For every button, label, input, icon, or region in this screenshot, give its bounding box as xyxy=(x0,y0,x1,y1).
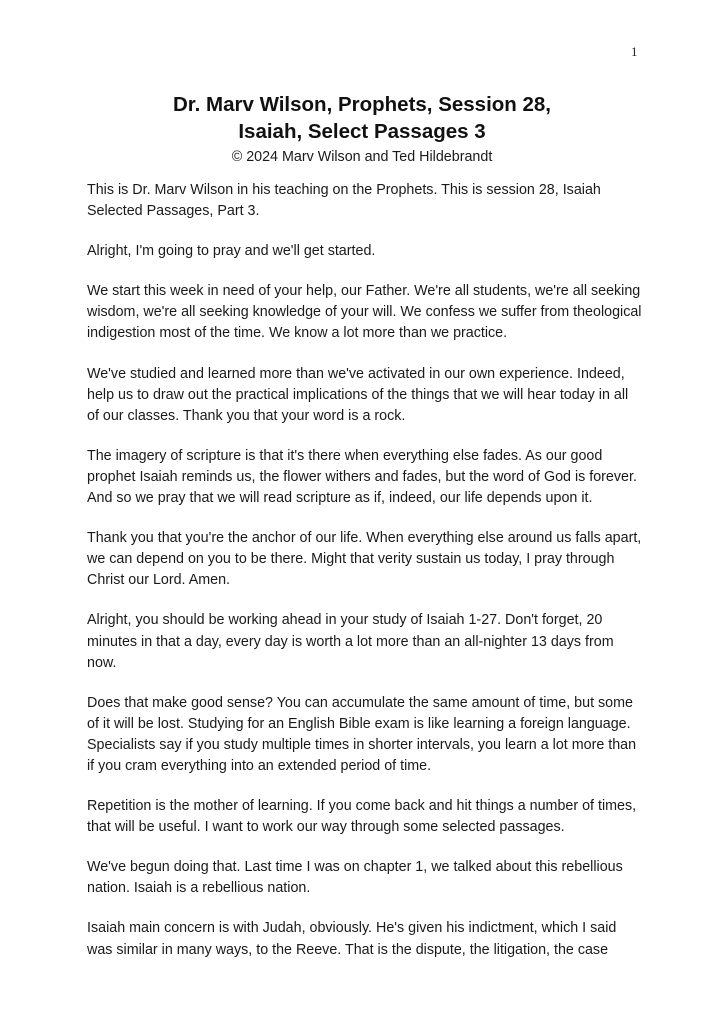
document-title-line-2: Isaiah, Select Passages 3 xyxy=(238,120,486,143)
page-number: 1 xyxy=(631,44,638,59)
paragraph: We've begun doing that. Last time I was on chapter 1, we talked about this rebellious nation. Isaiah is a rebellious nation. xyxy=(87,859,623,897)
transcript-body xyxy=(87,180,643,980)
paragraph: Does that make good sense? You can accumulate the same amount of time, but some of it will be lost. Studying for an English Bible exam is like learning a foreign language. Specialists say if you study multiple times in shorter intervals, you learn a lot more than if you cram everything into an extended period of time. xyxy=(87,694,637,774)
document-title-line-1: Dr. Marv Wilson, Prophets, Session 28, xyxy=(172,93,552,116)
paragraph: Thank you that you're the anchor of our life. When everything else around us falls apart, we can depend on you to be there. Might that verity sustain us today, I pray through Christ our Lord. Amen. xyxy=(87,530,642,589)
paragraph: Alright, you should be working ahead in your study of Isaiah 1-27. Don't forget, 20 minutes in that a day, every day is worth a lot more than an all-nighter 13 days from now. xyxy=(87,612,614,671)
copyright-notice: © 2024 Marv Wilson and Ted Hildebrandt xyxy=(231,149,493,165)
paragraph: We've studied and learned more than we've activated in our own experience. Indeed, help us to draw out the practical implications of the things that we will hear today in all of our classes. Thank you that your word is a rock. xyxy=(87,365,629,424)
paragraph: We start this week in need of your help, our Father. We're all students, we're all seeking wisdom, we're all seeking knowledge of your will. We confess we suffer from theological indigestion most of the time. We know a lot more than we practice. xyxy=(87,283,642,342)
paragraph: Alright, I'm going to pray and we'll get started. xyxy=(87,243,376,260)
paragraph: This is Dr. Marv Wilson in his teaching on the Prophets. This is session 28, Isaiah Selected Passages, Part 3. xyxy=(87,182,601,220)
paragraph: Repetition is the mother of learning. If you come back and hit things a number of times, that will be useful. I want to work our way through some selected passages. xyxy=(87,798,637,836)
paragraph: The imagery of scripture is that it's there when everything else fades. As our good prophet Isaiah reminds us, the flower withers and fades, but the word of God is forever. And so we pray that we will read scripture as if, indeed, our life depends upon it. xyxy=(87,447,637,507)
paragraph: Isaiah main concern is with Judah, obviously. He's given his indictment, which I said was similar in many ways, to the Reeve. That is the dispute, the litigation, the case xyxy=(87,920,617,958)
document-header xyxy=(0,91,724,167)
